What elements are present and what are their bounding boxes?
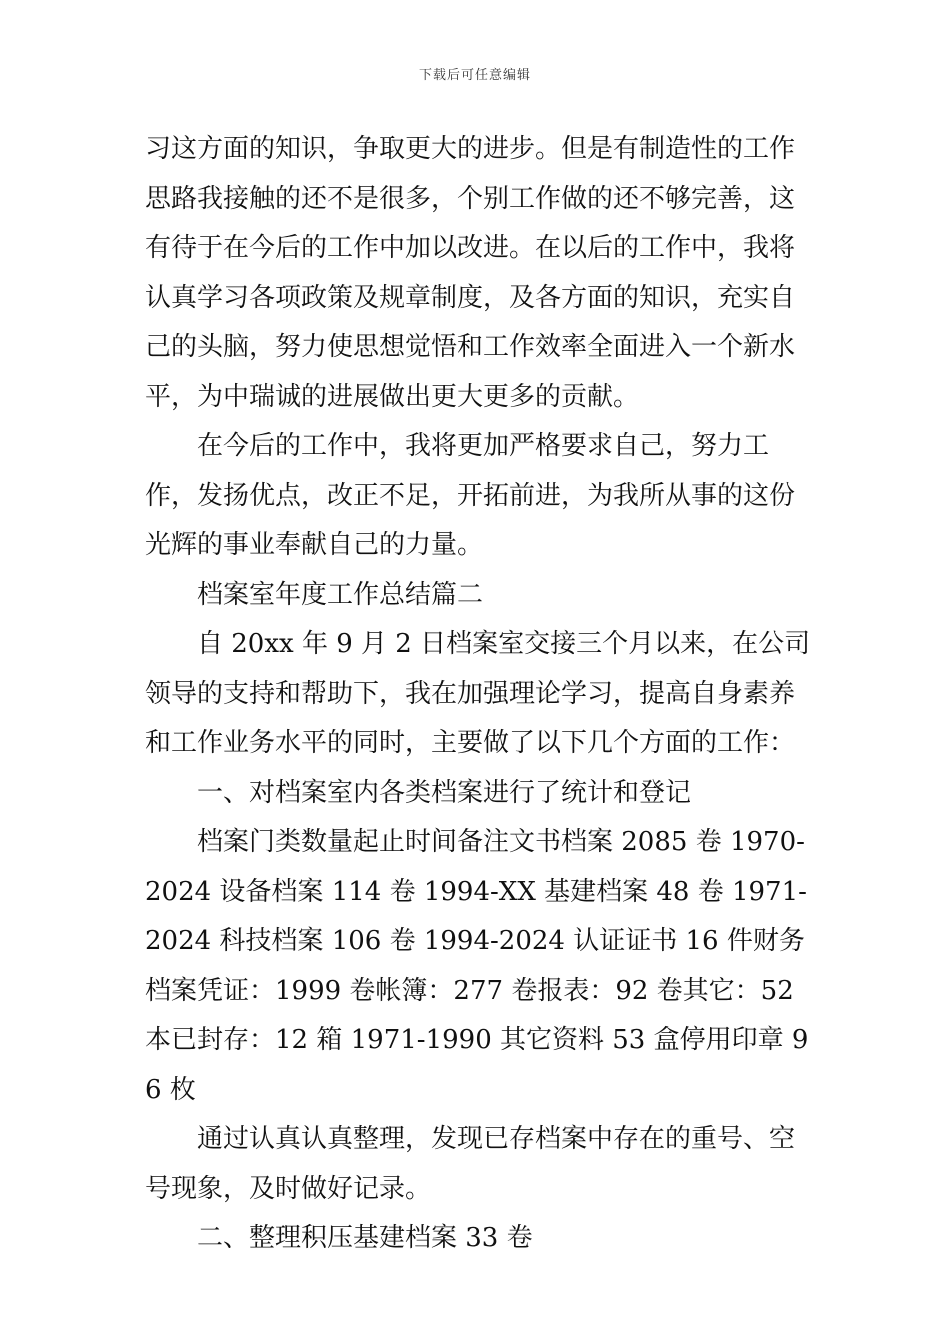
page-header: 下载后可任意编辑 <box>418 68 531 83</box>
paragraph-handover-intro: 自 20xx 年 9 月 2 日档案室交接三个月以来，在公司领导的支持和帮助下，我在加强理论学习，提高自身素养和工作业务水平的同时，主要做了以下几个方面的工作： <box>145 629 811 758</box>
paragraph-archive-statistics: 档案门类数量起止时间备注文书档案 2085 卷 1970-2024 设备档案 114 卷 1994-XX 基建档案 48 卷 1971-2024 科技档案 106 卷 1994-2024 认证证书 16 件财务档案凭证：1999 卷帐簿：277 卷报表：92 卷其它：52 本已封存：12 箱 1971-1990 其它资料 53 盒停用印章 96 枚 <box>145 827 809 1105</box>
document-body <box>145 125 815 1264</box>
paragraph-continued-summary: 习这方面的知识，争取更大的进步。但是有制造性的工作思路我接触的还不是很多，个别工作做的还不够完善，这有待于在今后的工作中加以改进。在以后的工作中，我将认真学习各项政策及规章制度，及各方面的知识，充实自己的头脑，努力使思想觉悟和工作效率全面进入一个新水平，为中瑞诚的进展做出更大更多的贡献。 <box>145 134 796 412</box>
heading-item-one: 一、对档案室内各类档案进行了统计和登记 <box>197 777 692 808</box>
heading-item-two: 二、整理积压基建档案 33 卷 <box>197 1223 533 1253</box>
paragraph-findings: 通过认真认真整理，发现已存档案中存在的重号、空号现象，及时做好记录。 <box>145 1124 796 1204</box>
paragraph-future-commitment: 在今后的工作中，我将更加严格要求自己，努力工作，发扬优点，改正不足，开拓前进，为我所从事的这份光辉的事业奉献自己的力量。 <box>145 431 796 560</box>
section-title-part-two: 档案室年度工作总结篇二 <box>197 579 484 610</box>
